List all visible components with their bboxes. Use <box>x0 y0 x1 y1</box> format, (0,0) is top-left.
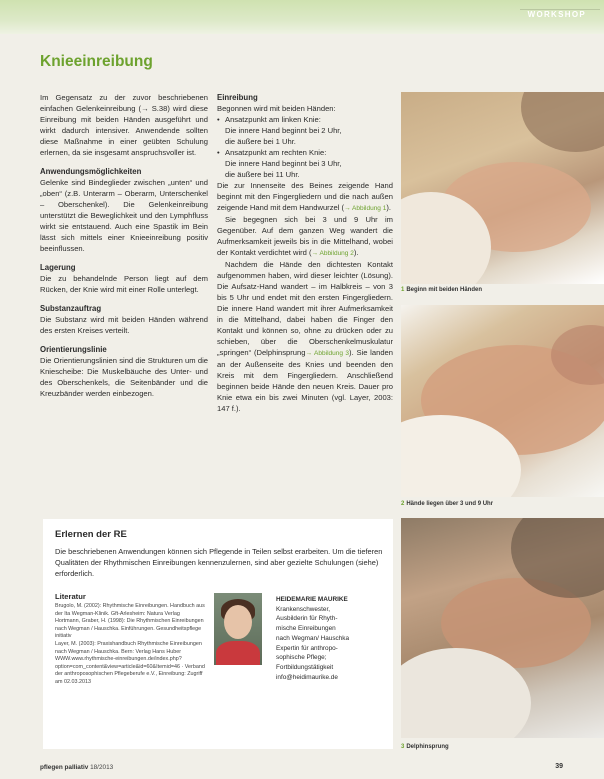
footer-journal: pflegen palliativ 18/2013 <box>40 764 114 771</box>
section-tag: WORKSHOP <box>527 10 586 19</box>
person-shape <box>521 92 604 152</box>
article-title: Knieeinreibung <box>40 53 153 70</box>
heading-anwendung: Anwendungsmöglichkeiten <box>40 167 142 176</box>
bullet-right-knee: • Ansatzpunkt am rechten Knie: <box>217 147 393 158</box>
bullet-left-knee: • Ansatzpunkt am linken Knie: <box>217 114 393 125</box>
literature-item: Brugolo, M. (2002): Rhythmische Einreibungen. Handbuch aus der Ita Wegman-Klinik. Gft-Arlesheim: Natura Verlag <box>55 603 205 617</box>
heading-orientierung: Orientierungslinie <box>40 345 107 354</box>
heading-einreibung: Einreibung <box>217 93 258 102</box>
paragraph-anwendung: Gelenke sind Bindeglieder zwischen „unten“ und „oben“ (z.B. Unterarm – Oberarm, Unterschenkel – Oberschenkel). Die Gelenkeinreibung unterstützt die Beweglichkeit und den Lymphfluss wirkt sie entstauend. Auch eine Spastik im Bein lässt sich mittels einer Knieeinreibung positiv beeinflussen. <box>40 178 208 253</box>
heading-lagerung: Lagerung <box>40 263 76 272</box>
author-shirt <box>216 641 260 665</box>
paragraph-lagerung: Die zu behandelnde Person liegt auf dem Rücken, der Knie wird mit einer Rolle unterlegt. <box>40 274 208 294</box>
literature-item[interactable]: WWW.www.rhythmische-einreibungen.de/index.php?option=com_content&view=article&id=60&Itemid=46 · Verband der anthroposophischen Pflegeberufe e.V., Einreibung: Zugriff am 02.03.2013 <box>55 656 205 685</box>
author-bio <box>276 595 386 682</box>
text-column-left <box>40 92 208 407</box>
bullet-left-knee-inner: Die innere Hand beginnt bei 2 Uhr, <box>225 126 342 135</box>
bullet-left-knee-outer: die äußere bei 1 Uhr. <box>225 137 296 146</box>
bullet-right-knee-inner: Die innere Hand beginnt bei 3 Uhr, <box>225 159 342 168</box>
info-box-intro: Die beschriebenen Anwendungen können sich Pflegende in Teilen selbst erarbeiten. Um die tieferen Qualitäten der Rhythmischen Einreibungen kennenzulernen, sind aber gezielte Schulungen (siehe) erforderlich. <box>55 547 383 578</box>
figure-ref-1[interactable]: → Abbildung 1 <box>344 205 387 212</box>
author-face <box>224 605 252 639</box>
author-photo <box>214 593 262 665</box>
info-box <box>43 519 393 749</box>
paragraph-orientierung: Die Orientierungslinien sind die Strukturen um die Kniescheibe: Die Muskelbäuche des Unter- und des Oberschenkels, die Seitenbänder und die Kreuzbänder werden einbezogen. <box>40 356 208 398</box>
paragraph-hands: Die zur Innenseite des Beines zeigende Hand beginnt mit den Fingergliedern und die nach außen zeigende Hand mit dem Handwurzel (→ Abbildung 1). <box>217 181 393 212</box>
caption-3: 3 Delphinsprung <box>401 744 449 750</box>
author-line: Expertin für anthropo- <box>276 644 338 652</box>
photo-delphinsprung <box>401 518 604 738</box>
author-name: HEIDEMARIE MAURIKE <box>276 596 348 603</box>
paragraph-substanzauftrag: Die Substanz wird mit beiden Händen während des ersten Kreises verteilt. <box>40 315 208 335</box>
paragraph-release: Nachdem die Hände den dichtesten Kontakt aufgenommen haben, wird dieser leichter (Lösung). Die Aufsatz-Hand wandert – im Halbkreis – von 3 bis 5 Uhr und endet mit den ersten Fingergliedern. Die innere Hand wandert mit ihrer Aufmerksamkeit in die Mittelhand, dabei haben die Finger den Kontakt und können so, ohne zu drücken oder zu schieben, über die Oberschenkelmuskulatur „springen“ (Delphinsprung→ Abbildung 3). Sie landen an der Außenseite des Knies und beenden den Kreis mit dem Fingergliedern. Anschließend beginnen beide Hände den neuen Kreis. Dauer pro Knie etwa ein bis zwei Minuten (vgl. Layer, 2003: 147 f.). <box>217 260 393 413</box>
header-band <box>0 0 604 34</box>
heading-substanzauftrag: Substanzauftrag <box>40 304 102 313</box>
lead-text: Begonnen wird mit beiden Händen: <box>217 104 336 113</box>
photo-hands-start <box>401 92 604 284</box>
author-email[interactable]: info@heidimaurike.de <box>276 673 338 681</box>
bullet-right-knee-outer: die äußere bei 11 Uhr. <box>225 170 300 179</box>
author-line: nach Wegman/ Hauschka <box>276 634 350 642</box>
text-column-middle <box>217 92 393 414</box>
photo-hands-3-9 <box>401 305 604 497</box>
info-box-title: Erlernen der RE <box>55 529 127 540</box>
author-line: mische Einreibungen <box>276 625 336 633</box>
paragraph-meet: Sie begegnen sich bei 3 und 9 Uhr im Gegenüber. Auf dem ganzen Weg wandert die Aufmerksamkeit jeweils bis in die Mittelhand, wobei der Kontakt verdichtet wird (→ Abbildung 2). <box>217 215 393 257</box>
figure-ref-3[interactable]: → Abbildung 3 <box>305 350 350 357</box>
author-line: sophische Pflege; <box>276 654 327 662</box>
literature-heading: Literatur <box>55 592 86 601</box>
caption-2: 2 Hände liegen über 3 und 9 Uhr <box>401 501 494 507</box>
literature-item: Hortmann, Graber, H. (1998): Die Rhythmischen Einreibungen nach Wegman / Hauschka. Einführungen. Gesundheitspflege initiativ <box>55 618 204 640</box>
literature-item: Layer, M. (2003): Praxishandbuch Rhythmische Einreibungen nach Wegman / Hauschka. Bern: Verlag Hans Huber <box>55 640 202 655</box>
figure-ref-2[interactable]: → Abbildung 2 <box>311 250 354 257</box>
literature-list <box>55 603 210 687</box>
author-line: Fortbildungstätigkeit <box>276 663 334 671</box>
author-line: Ausbilderin für Rhyth- <box>276 615 338 623</box>
intro-paragraph: Im Gegensatz zu der zuvor beschriebenen einfachen Gelenkeinreibung (→ S.38) wird diese Einreibung mit beiden Händen ausgeführt und wirkt dadurch intensiver. Anwendende sollten diese Maßnahme in einer geübten Schulung erlernen, da sie insgesamt anspruchsvoller ist. <box>40 93 208 157</box>
author-line: Krankenschwester, <box>276 605 330 613</box>
caption-1: 1 Beginn mit beiden Händen <box>401 287 483 293</box>
page-number: 39 <box>555 763 563 770</box>
